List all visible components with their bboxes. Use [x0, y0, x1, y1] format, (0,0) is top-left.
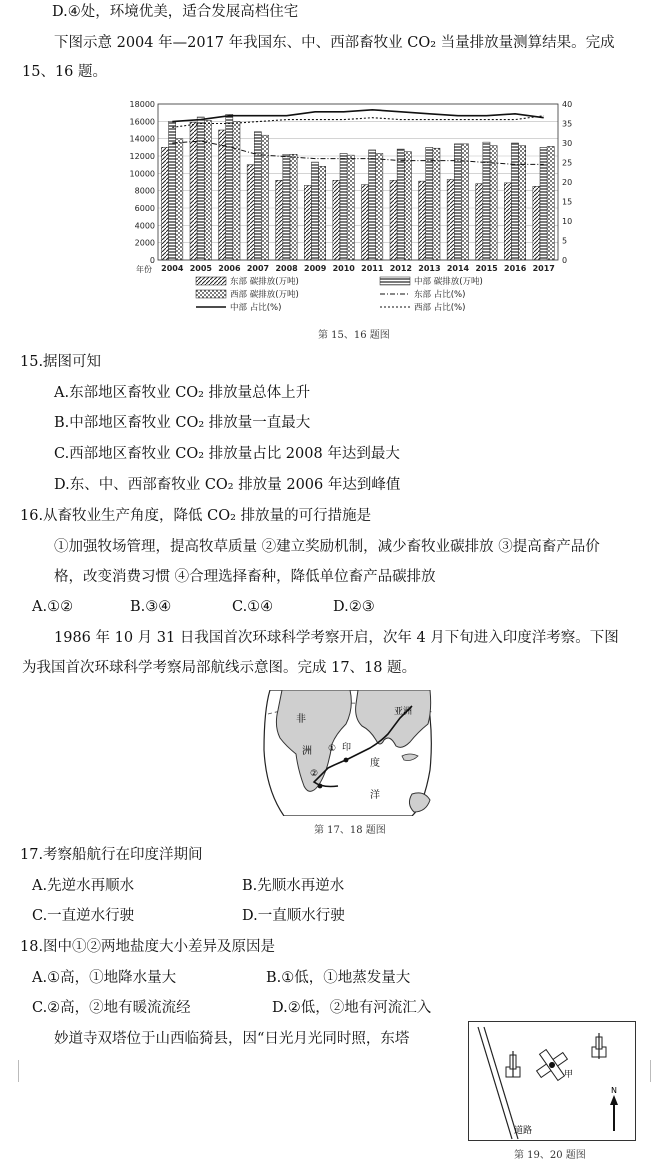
chart-caption: 第 15、16 题图	[318, 330, 390, 341]
legend-swatch	[380, 277, 410, 285]
emission-chart	[118, 92, 594, 340]
q17-option-d: D.一直顺水行驶	[242, 908, 345, 924]
x-tick: 2008	[275, 264, 298, 273]
intro-paragraph-3: 妙道寺双塔位于山西临猗县，因“日光月光同时照，东塔	[54, 1031, 410, 1047]
legend-label: 西部 碳排放(万吨)	[230, 290, 299, 300]
y-tick-left: 12000	[129, 152, 155, 161]
legend-label: 东部 占比(%)	[414, 290, 466, 300]
bar	[426, 147, 433, 260]
map-label-africa-1: 非	[296, 714, 306, 725]
q15-option-c: C.西部地区畜牧业 CO₂ 排放量占比 2008 年达到最大	[54, 446, 400, 462]
bar	[261, 135, 268, 260]
q16-statements-2: 格，改变消费习惯 ④合理选择畜种，降低单位畜产品碳排放	[54, 569, 436, 585]
x-tick: 2012	[389, 264, 412, 273]
y-tick-left: 8000	[134, 186, 155, 196]
q18-option-d: D.②低，②地有河流汇入	[272, 1000, 432, 1016]
legend-label: 中部 占比(%)	[230, 303, 282, 313]
intro-paragraph-2-cont: 为我国首次环球科学考察局部航线示意图。完成 17、18 题。	[22, 660, 417, 676]
bar	[304, 185, 311, 260]
bar	[340, 153, 347, 260]
x-tick: 2017	[532, 264, 555, 273]
option-d-prev: D.④处，环境优美，适合发展高档住宅	[52, 4, 299, 20]
bar	[197, 117, 204, 260]
bar	[276, 180, 283, 260]
y-tick-right: 40	[562, 100, 573, 109]
x-tick: 2013	[418, 264, 441, 273]
x-tick: 2004	[161, 264, 184, 273]
map-caption: 第 17、18 题图	[314, 825, 386, 836]
legend-swatch	[196, 277, 226, 285]
x-tick: 2006	[218, 264, 241, 273]
bar	[204, 120, 211, 260]
q17-option-c: C.一直逆水行驶	[32, 908, 135, 924]
y-tick-left: 14000	[129, 134, 155, 144]
bar	[483, 142, 490, 260]
x-tick: 2016	[504, 264, 527, 273]
map-label-africa-2: 洲	[302, 746, 312, 757]
q15-option-d: D.东、中、西部畜牧业 CO₂ 排放量 2006 年达到峰值	[54, 477, 401, 493]
bar	[404, 152, 411, 260]
bar	[226, 114, 233, 260]
bar	[376, 153, 383, 260]
intro-paragraph-2: 1986 年 10 月 31 日我国首次环球科学考察开启，次年 4 月下旬进入印度洋考察。下图	[54, 630, 619, 646]
y-tick-left: 6000	[134, 204, 155, 213]
corner-label: 年份	[136, 265, 152, 274]
bar	[419, 181, 426, 260]
q16-option-b: B.③④	[130, 599, 172, 615]
y-tick-left: 16000	[129, 117, 155, 127]
bar	[547, 146, 554, 260]
towers-caption: 第 19、20 题图	[514, 1150, 586, 1161]
bar	[397, 149, 404, 260]
bar	[433, 148, 440, 260]
bar	[247, 165, 254, 260]
q17-option-b: B.先顺水再逆水	[242, 878, 345, 894]
y-tick-left: 10000	[129, 169, 155, 179]
map-label-asia: 亚洲	[394, 707, 413, 717]
q16-option-d: D.②③	[333, 599, 375, 615]
bar	[476, 184, 483, 260]
y-tick-right: 20	[562, 178, 573, 187]
intro-paragraph-1: 下图示意 2004 年—2017 年我国东、中、西部畜牧业 CO₂ 当量排放量测算结果。完成	[54, 35, 615, 51]
bar	[333, 180, 340, 260]
bar	[219, 130, 226, 260]
map-label-du: 度	[370, 758, 380, 769]
bar	[447, 179, 454, 260]
legend-swatch	[196, 290, 226, 298]
y-tick-right: 35	[562, 119, 573, 129]
q15-option-b: B.中部地区畜牧业 CO₂ 排放量一直最大	[54, 415, 311, 431]
question-15: 15.据图可知	[20, 354, 102, 370]
page-edge-right	[650, 1060, 651, 1082]
north-label: N	[611, 1086, 617, 1095]
x-tick: 2009	[304, 264, 327, 273]
bar	[283, 154, 290, 260]
bar	[519, 146, 526, 260]
y-tick-right: 15	[562, 197, 573, 207]
bar	[533, 186, 540, 260]
bar	[161, 147, 168, 260]
bar	[511, 143, 518, 260]
x-tick: 2011	[361, 264, 384, 273]
y-tick-right: 5	[562, 236, 568, 246]
road-label: 道路	[514, 1126, 533, 1136]
bar	[233, 121, 240, 260]
bar	[361, 185, 368, 260]
bar	[254, 132, 261, 260]
q15-option-a: A.东部地区畜牧业 CO₂ 排放量总体上升	[54, 385, 311, 401]
q16-option-a: A.①②	[32, 599, 74, 615]
map-label-yang: 洋	[370, 790, 380, 801]
bar	[454, 144, 461, 260]
legend-label: 西部 占比(%)	[414, 303, 466, 313]
y-tick-left: 0	[149, 256, 155, 265]
map-point-1: ①	[328, 744, 337, 754]
plot-frame	[158, 104, 558, 260]
question-16: 16.从畜牧业生产角度，降低 CO₂ 排放量的可行措施是	[20, 508, 372, 524]
question-18: 18.图中①②两地盐度大小差异及原因是	[20, 939, 276, 955]
bar	[176, 139, 183, 260]
towers-diagram	[468, 1021, 636, 1141]
x-tick: 2007	[246, 264, 270, 273]
y-tick-right: 30	[562, 139, 573, 148]
bar	[169, 121, 176, 260]
y-tick-left: 4000	[134, 221, 155, 231]
q18-option-b: B.①低，①地蒸发量大	[266, 970, 411, 986]
legend-label: 中部 碳排放(万吨)	[414, 277, 483, 287]
bar	[347, 155, 354, 260]
q18-option-c: C.②高，②地有暖流流经	[32, 1000, 191, 1016]
question-17: 17.考察船航行在印度洋期间	[20, 847, 203, 863]
map-label-yin: 印	[342, 743, 352, 753]
y-tick-left: 18000	[129, 100, 155, 109]
x-tick: 2015	[475, 264, 498, 273]
y-tick-right: 10	[562, 217, 573, 226]
legend-label: 东部 碳排放(万吨)	[230, 277, 299, 287]
x-tick: 2010	[332, 264, 355, 273]
bar	[369, 150, 376, 260]
bar	[504, 183, 511, 260]
y-tick-right: 0	[562, 256, 568, 265]
q18-option-a: A.①高，①地降水量大	[32, 970, 177, 986]
intro-paragraph-1-cont: 15、16 题。	[22, 64, 108, 80]
tower-label-jia: 甲	[564, 1070, 574, 1080]
voyage-route-map	[262, 690, 434, 816]
map-point-2: ②	[310, 769, 319, 779]
page-edge-left	[18, 1060, 19, 1082]
bar	[311, 162, 318, 260]
y-tick-right: 25	[562, 158, 573, 168]
bar	[190, 122, 197, 260]
bar	[319, 166, 326, 260]
bar	[290, 154, 297, 260]
q16-statements-1: ①加强牧场管理，提高牧草质量 ②建立奖励机制，减少畜牧业碳排放 ③提高畜产品价	[54, 539, 600, 555]
y-tick-left: 2000	[134, 238, 155, 248]
q16-option-c: C.①④	[232, 599, 274, 615]
x-tick: 2005	[189, 264, 212, 273]
bar	[390, 180, 397, 260]
x-tick: 2014	[446, 264, 470, 273]
q17-option-a: A.先逆水再顺水	[32, 878, 135, 894]
